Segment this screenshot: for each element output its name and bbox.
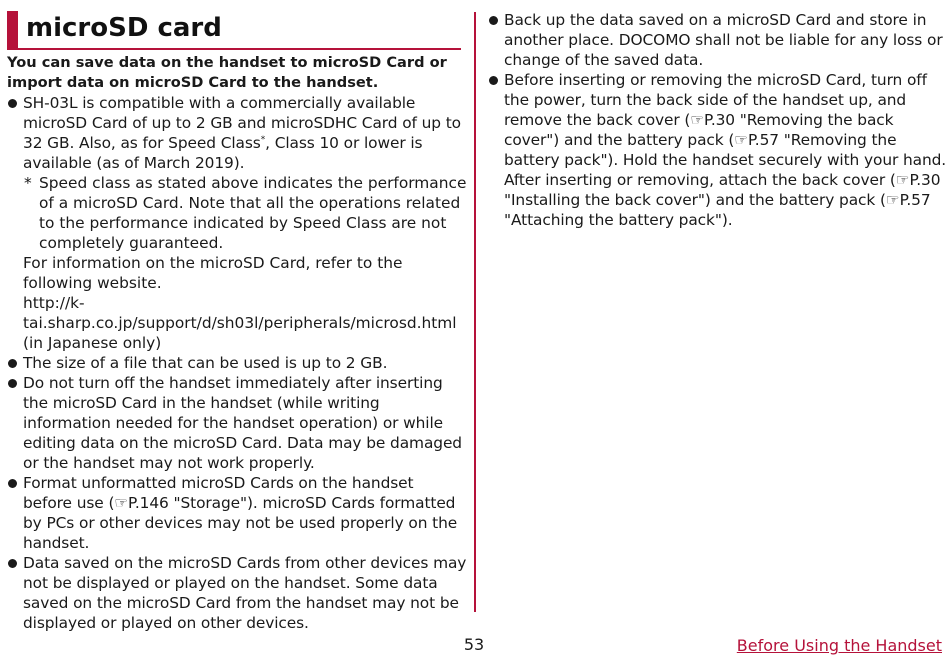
info-text: For information on the microSD Card, refer to the following website. [23,254,403,292]
bullet-text: The size of a file that can be used is up to 2 GB. [23,354,388,372]
footnote-marker: * [260,134,266,145]
bullet-item [7,473,467,553]
bullet-text: Before inserting or removing the microSD Card, turn off the power, turn the back side of the handset up, and remove the back cover (☞P.30 "Removing the back cover") and the battery pack (☞P.57 "Removing the battery pack"). Hold the handset securely with your hand. After inserting or removing, attach the back cover (☞P.30 "Installing the back cover") and the battery pack (☞P.57 "Attaching the battery pack"). [504,71,947,229]
bullet-text: Format unformatted microSD Cards on the handset before use (☞P.146 "Storage"). microSD Cards formatted by PCs or other devices may not be used properly on the handset. [23,474,458,552]
bullet-item [7,373,467,473]
bullet-text: SH-03L is compatible with a commercially available microSD Card of up to 2 GB and microSDHC Card of up to 32 GB. Also, as for Speed Class [23,94,461,152]
bullet-text: Back up the data saved on a microSD Card and store in another place. DOCOMO shall not be liable for any loss or change of the saved data. [504,11,943,69]
bullet-text-cont: , Class 10 or lower is available (as of March 2019). [23,134,423,172]
page-number: 53 [463,635,485,654]
bullet-dot-icon [8,359,17,368]
section-title-bar [7,9,461,50]
bullet-item [7,93,467,173]
lead-paragraph: You can save data on the handset to microSD Card or import data on microSD Card to the handset. [7,54,447,91]
bullet-item [7,353,467,373]
bullet-dot-icon [8,559,17,568]
section-link[interactable]: Before Using the Handset [736,636,942,655]
footnote-text: Speed class as stated above indicates the performance of a microSD Card. Note that all the operations related to the performance indicated by Speed Class are not completely guaranteed. [39,174,467,252]
bullet-dot-icon [8,479,17,488]
reference-url: http://k-tai.sharp.co.jp/support/d/sh03l/peripherals/microsd.html (in Japanese only) [23,294,457,352]
title-accent-bar [7,11,18,48]
column-divider [474,12,476,612]
bullet-text: Do not turn off the handset immediately after inserting the microSD Card in the handset (while writing information needed for the handset operation) or while editing data on the microSD Card. Data may be damaged or the handset may not work properly. [23,374,462,472]
bullet-item [488,70,948,230]
bullet-dot-icon [8,379,17,388]
footnote [7,173,467,253]
footnote-mark: * [24,174,32,192]
left-column [7,93,467,633]
bullet-item [7,553,467,633]
bullet-dot-icon [489,76,498,85]
page-title: microSD card [26,13,222,43]
bullet-item [488,10,948,70]
bullet-dot-icon [489,16,498,25]
bullet-text: Data saved on the microSD Cards from other devices may not be displayed or played on the handset. Some data saved on the microSD Card from the handset may not be displayed or played on other devices. [23,554,467,632]
right-column [488,10,948,230]
bullet-dot-icon [8,99,17,108]
